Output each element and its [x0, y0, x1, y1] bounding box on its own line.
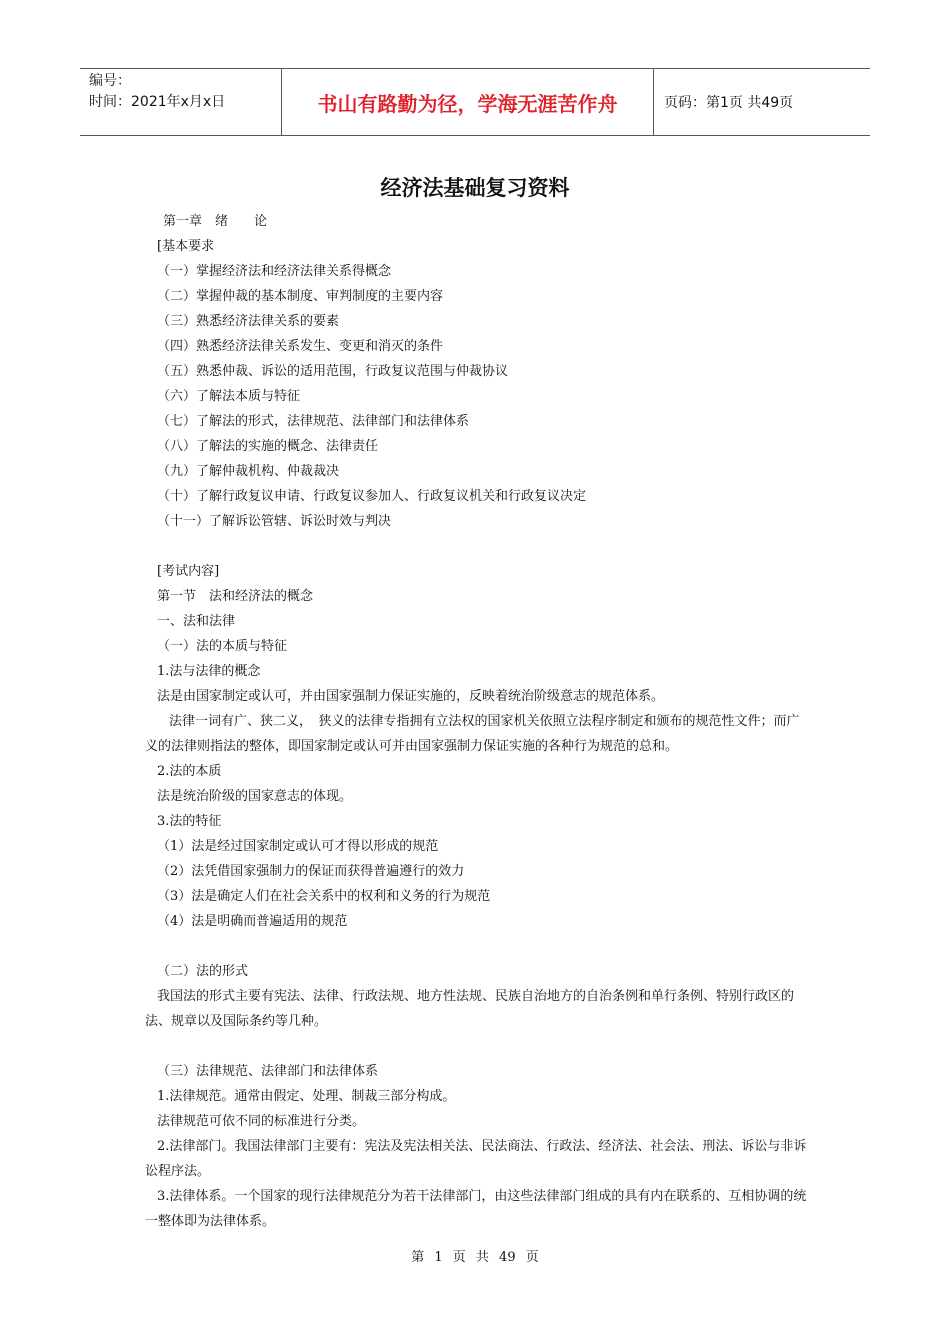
requirement-item: （一）掌握经济法和经济法律关系得概念 — [157, 264, 392, 279]
point-heading: 3.法的特征 — [157, 814, 222, 829]
time-label: 时间：2021年x月x日 — [89, 94, 226, 110]
header-meta — [80, 69, 282, 135]
requirement-item: （八）了解法的实施的概念、法律责任 — [157, 439, 379, 454]
section-label: [考试内容] — [157, 564, 220, 579]
blank-line — [145, 934, 810, 959]
requirement-item: （七）了解法的形式，法律规范、法律部门和法律体系 — [157, 414, 470, 429]
section-label: [基本要求 — [157, 239, 215, 254]
header-motto: 书山有路勤为径，学海无涯苦作舟 — [282, 69, 654, 135]
section-heading: 第一节 法和经济法的概念 — [157, 589, 314, 604]
paragraph — [145, 709, 810, 759]
requirement-item: （九）了解仲裁机构、仲裁裁决 — [157, 464, 340, 479]
paragraph — [145, 984, 810, 1034]
paragraph — [145, 1184, 810, 1234]
list-item: （2）法凭借国家强制力的保证而获得普遍遵行的效力 — [157, 864, 465, 879]
document-title: 经济法基础复习资料 — [380, 176, 570, 200]
requirement-item: （二）掌握仲裁的基本制度、审判制度的主要内容 — [157, 289, 444, 304]
header-page-info: 页码：第1页 共49页 — [664, 95, 794, 111]
requirement-item: （十一）了解诉讼管辖、诉讼时效与判决 — [157, 514, 392, 529]
requirement-item: （四）熟悉经济法律关系发生、变更和消灭的条件 — [157, 339, 444, 354]
page-header — [80, 68, 870, 136]
paragraph-text: 法律一词有广、狭二义， 狭义的法律专指拥有立法权的国家机关依照立法程序制定和颁布的规范性文件；而广义的法律则指法的整体，即国家制定或认可并由国家强制力保证实施的各种行为规范的总和。 — [145, 714, 800, 754]
paragraph-text: 2.法律部门。我国法律部门主要有：宪法及宪法相关法、民法商法、行政法、经济法、社会法、刑法、诉讼与非诉讼程序法。 — [145, 1139, 807, 1179]
page-footer: 第 1 页 共 49 页 — [411, 1250, 539, 1265]
list-item: （3）法是确定人们在社会关系中的权利和义务的行为规范 — [157, 889, 491, 904]
code-label: 编号： — [89, 73, 131, 89]
paragraph: 法是统治阶级的国家意志的体现。 — [157, 789, 353, 804]
paragraph: 1.法律规范。通常由假定、处理、制裁三部分构成。 — [157, 1089, 456, 1104]
chapter-heading: 第一章 绪 论 — [163, 214, 268, 229]
list-item: （1）法是经过国家制定或认可才得以形成的规范 — [157, 839, 439, 854]
point-heading: 2.法的本质 — [157, 764, 222, 779]
document-body — [145, 209, 810, 1234]
paragraph: 法律规范可依不同的标准进行分类。 — [157, 1114, 366, 1129]
subsection-heading: 一、法和法律 — [157, 614, 236, 629]
paragraph — [145, 1134, 810, 1184]
subsection-heading: （二）法的形式 — [157, 964, 249, 979]
blank-line — [145, 534, 810, 559]
subsection-heading: （一）法的本质与特征 — [157, 639, 288, 654]
requirement-item: （十）了解行政复议申请、行政复议参加人、行政复议机关和行政复议决定 — [157, 489, 587, 504]
requirement-item: （三）熟悉经济法律关系的要素 — [157, 314, 340, 329]
paragraph-text: 3.法律体系。一个国家的现行法律规范分为若干法律部门，由这些法律部门组成的具有内在联系的、互相协调的统一整体即为法律体系。 — [145, 1189, 807, 1229]
paragraph-text: 我国法的形式主要有宪法、法律、行政法规、地方性法规、民族自治地方的自治条例和单行条例、特别行政区的法、规章以及国际条约等几种。 — [145, 989, 795, 1029]
paragraph: 法是由国家制定或认可，并由国家强制力保证实施的，反映着统治阶级意志的规范体系。 — [157, 689, 665, 704]
subsection-heading: （三）法律规范、法律部门和法律体系 — [157, 1064, 379, 1079]
point-heading: 1.法与法律的概念 — [157, 664, 261, 679]
requirement-item: （五）熟悉仲裁、诉讼的适用范围，行政复议范围与仲裁协议 — [157, 364, 509, 379]
requirement-item: （六）了解法本质与特征 — [157, 389, 301, 404]
blank-line — [145, 1034, 810, 1059]
list-item: （4）法是明确而普遍适用的规范 — [157, 914, 348, 929]
